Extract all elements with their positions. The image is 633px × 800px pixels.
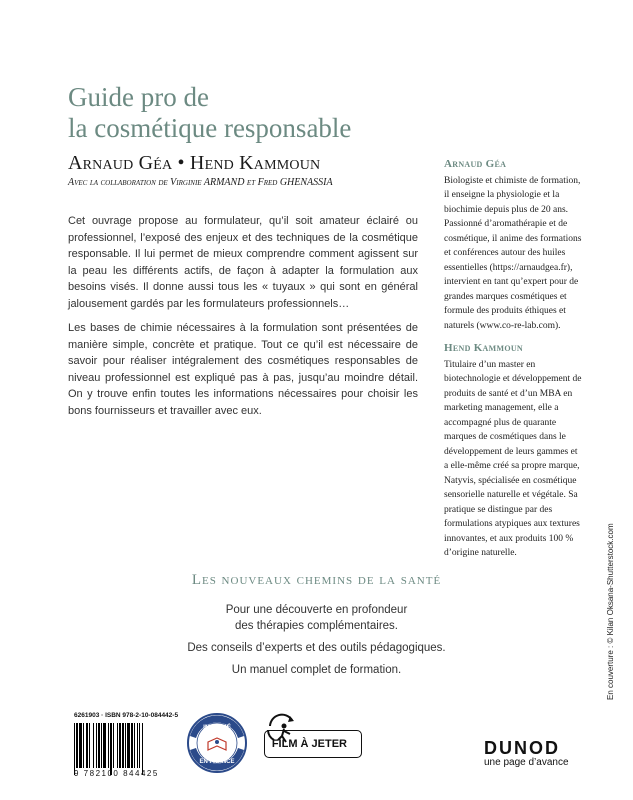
book-title-line-1: Guide pro de [68, 82, 209, 112]
authors: Arnaud Géa • Hend Kammoun [68, 152, 321, 174]
book-title [68, 82, 468, 144]
cover-credit: En couverture : © Kilan Oksana-Shutterstock.com [606, 523, 615, 700]
imprime-en-france-badge-icon [186, 712, 248, 774]
series-title: Les nouveaux chemins de la santé [191, 572, 442, 588]
barcode-block [74, 712, 179, 778]
series-taglines [0, 602, 633, 684]
description-paragraph-2: Les bases de chimie nécessaires à la formulation sont présentées de manière simple, concrète et pratique. Tout ce qu’il est nécessaire de savoir pour réaliser intégralement des cosmétiques responsables de niveau professionnel est expliqué pas à pas, jusqu’au moindre détail. On y trouve enfin toutes les informations nécessaires pour choisir les bons fournisseurs et travailler avec eux. [68, 322, 418, 417]
bio-text-kammoun: Titulaire d’un master en biotechnologie et développement de produits de santé et d’un MBA en marketing management, elle a accompagné plus de quarante marques de cosmétiques dans le développement de leurs gammes et a elle-même créé sa propre marque, Natyvis, spécialisée en cosmétique sensorielle naturelle et végétale. Sa pratique se distingue par des formulations atypiques aux textures innovantes, et aux produits 100 % d’origine naturelle. [444, 359, 582, 558]
imprime-top-text: IMPRIMÉ [203, 724, 231, 731]
description-paragraph-1: Cet ouvrage propose au formulateur, qu’il soit amateur éclairé ou professionnel, l’exposé des enjeux et des techniques de la cosmétique responsable. Il lui permet de mieux comprendre comment agissent sur la peau les différents actifs, de façon à adapter la formulation aux besoins visés. Il donne aussi tous les « tuyaux » qui sont en général jalousement gardés par les formulateurs professionnels… [68, 215, 418, 310]
publisher-name: DUNOD [484, 738, 560, 758]
bio-text-gea: Biologiste et chimiste de formation, il enseigne la physiologie et la biochimie depuis plus de 20 ans. Passionné d’aromathérapie et de cosmétique, il anime des formations et conférences autour des huiles essentielles (https://arnaudgea.fr), intervient en tant qu’expert pour de grandes marques cosmétiques et formule des produits éthiques et naturels (www.co-re-lab.com). [444, 175, 582, 331]
bio-name-gea: Arnaud Géa [444, 158, 507, 170]
bio-name-kammoun: Hend Kammoun [444, 342, 524, 354]
tagline-1b: des thérapies complémentaires. [235, 620, 398, 632]
publisher-logo [484, 738, 569, 768]
author-bios [444, 157, 582, 569]
tagline-1 [0, 602, 633, 634]
book-title-line-2: la cosmétique responsable [68, 113, 352, 143]
film-a-jeter-label: FILM À JETER [264, 730, 362, 758]
tagline-2: Des conseils d’experts et des outils pédagogiques. [187, 642, 446, 654]
tagline-1a: Pour une découverte en profondeur [225, 604, 408, 616]
barcode [74, 723, 174, 775]
collaboration-line: Avec la collaboration de Virginie ARMAND et Fred GHENASSIA [68, 177, 333, 188]
publisher-tagline: une page d’avance [484, 757, 569, 768]
imprime-bottom-text: EN FRANCE [199, 759, 235, 765]
isbn-line: 6261903 · ISBN 978-2-10-084442-5 [74, 712, 179, 719]
description [68, 213, 418, 427]
tagline-3: Un manuel complet de formation. [231, 664, 402, 676]
barcode-bar [142, 723, 143, 775]
ean-digits: 9 782100 844425 [74, 769, 174, 778]
